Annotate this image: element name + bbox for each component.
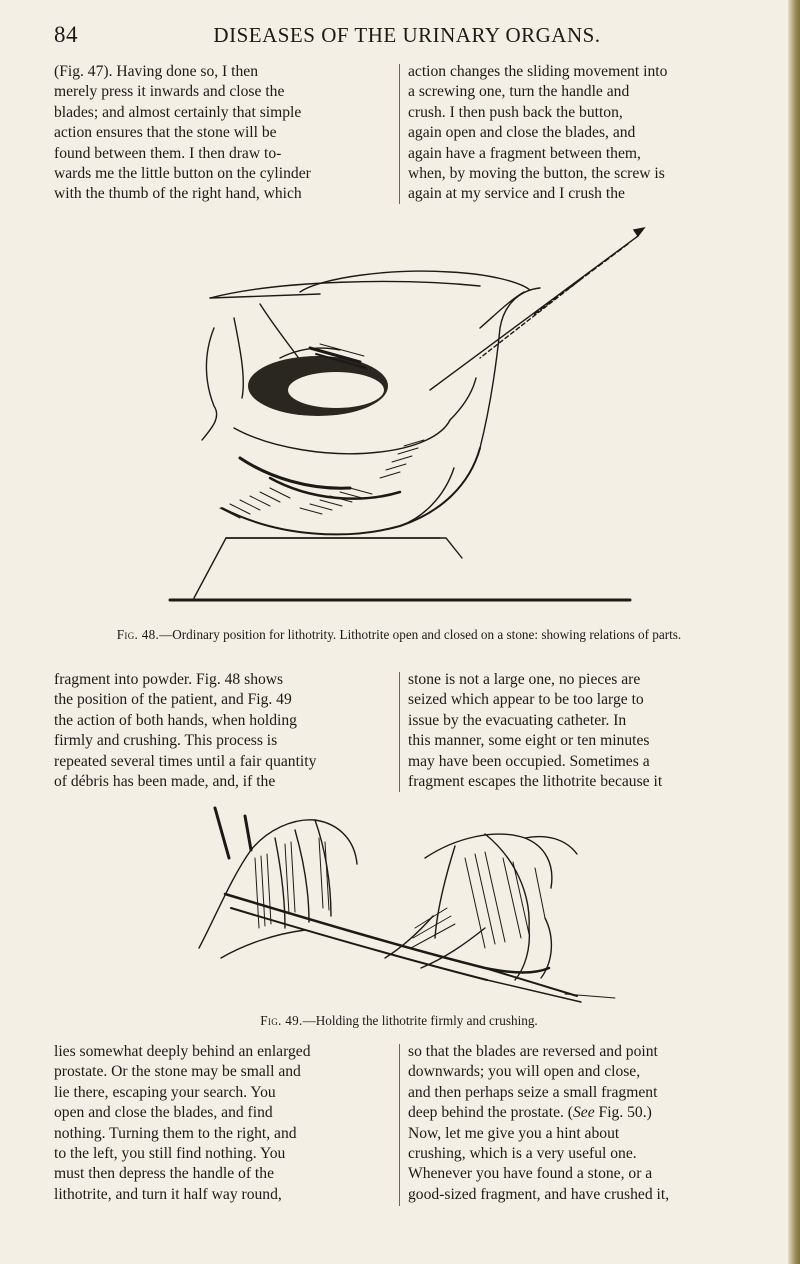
- text-line: wards me the little button on the cylinder: [54, 165, 311, 183]
- bottom-left-column: [54, 1042, 392, 1205]
- text-line: merely press it inwards and close the: [54, 83, 285, 101]
- figure-48-label: Fig. 48.: [116, 627, 160, 642]
- see-word: See: [572, 1104, 595, 1122]
- text-line: nothing. Turning them to the right, and: [54, 1124, 297, 1142]
- text-line: lies somewhat deeply behind an enlarged: [54, 1043, 311, 1060]
- figure-49-caption-text: —Holding the lithotrite firmly and crushing.: [302, 1013, 538, 1028]
- middle-left-column: [54, 670, 392, 792]
- text-line: good-sized fragment, and have crushed it,: [408, 1185, 670, 1203]
- text-line: repeated several times until a fair quantity: [54, 752, 317, 770]
- text-line: firmly and crushing. This process is: [54, 732, 278, 750]
- figure-48-illustration: [150, 208, 650, 618]
- text-line: crushing, which is a very useful one.: [408, 1145, 637, 1163]
- top-right-column: [408, 62, 740, 205]
- text-line: blades; and almost certainly that simple: [54, 103, 302, 121]
- text-line: to the left, you still find nothing. You: [54, 1145, 286, 1163]
- text-line: again at my service and I crush the: [408, 185, 625, 203]
- middle-right-column: [408, 670, 740, 792]
- figure-49-illustration: [185, 798, 625, 1004]
- text-line: lithotrite, and turn it half way round,: [54, 1185, 282, 1203]
- page-header: [54, 22, 740, 52]
- bottom-right-column: [408, 1042, 740, 1205]
- text-line: a screwing one, turn the handle and: [408, 83, 630, 101]
- text-line: issue by the evacuating catheter. In: [408, 711, 627, 729]
- text-line: with the thumb of the right hand, which: [54, 185, 302, 203]
- text-line: again have a fragment between them,: [408, 144, 641, 162]
- text-line-see-fig: [408, 1103, 740, 1123]
- text-line: action changes the sliding movement into: [408, 63, 668, 80]
- text-line: the position of the patient, and Fig. 49: [54, 691, 292, 709]
- text-line: lie there, escaping your search. You: [54, 1083, 276, 1101]
- column-divider: [399, 1044, 400, 1206]
- text-line: again open and close the blades, and: [408, 124, 636, 142]
- text-line: prostate. Or the stone may be small and: [54, 1063, 301, 1081]
- column-divider: [399, 64, 400, 204]
- text-line: fragment into powder. Fig. 48 shows: [54, 671, 284, 688]
- text-line: action ensures that the stone will be: [54, 124, 277, 142]
- text-line: Now, let me give you a hint about: [408, 1124, 620, 1142]
- running-title: DISEASES OF THE URINARY ORGANS.: [213, 23, 601, 47]
- text-line: this manner, some eight or ten minutes: [408, 732, 650, 750]
- figure-49-caption: [54, 1012, 744, 1029]
- text-line: must then depress the handle of the: [54, 1165, 274, 1183]
- see-line-after: Fig. 50.): [594, 1104, 652, 1122]
- text-line: of débris has been made, and, if the: [54, 773, 276, 791]
- text-line: fragment escapes the lithotrite because it: [408, 773, 663, 791]
- see-line-before: deep behind the prostate. (: [408, 1104, 573, 1122]
- top-left-column: [54, 62, 392, 205]
- text-line: and then perhaps seize a small fragment: [408, 1083, 658, 1101]
- text-line: found between them. I then draw to-: [54, 144, 282, 162]
- text-line: crush. I then push back the button,: [408, 103, 623, 121]
- text-line: stone is not a large one, no pieces are: [408, 671, 641, 688]
- column-divider: [399, 672, 400, 792]
- text-line: the action of both hands, when holding: [54, 711, 297, 729]
- figure-49-label: Fig. 49.: [260, 1013, 303, 1028]
- text-line: seized which appear to be too large to: [408, 691, 644, 709]
- text-line: when, by moving the button, the screw is: [408, 165, 665, 183]
- text-line: so that the blades are reversed and point: [408, 1043, 658, 1060]
- text-line: downwards; you will open and close,: [408, 1063, 641, 1081]
- text-line: open and close the blades, and find: [54, 1104, 273, 1122]
- text-line: Whenever you have found a stone, or a: [408, 1165, 653, 1183]
- text-line: (Fig. 47). Having done so, I then: [54, 63, 258, 80]
- figure-48-caption: [54, 626, 744, 643]
- figure-48-caption-text: —Ordinary position for lithotrity. Lithotrite open and closed on a stone: showing relations of parts.: [159, 627, 682, 642]
- text-line: may have been occupied. Sometimes a: [408, 752, 650, 770]
- page-edge: [788, 0, 800, 1264]
- page-number: 84: [54, 22, 78, 47]
